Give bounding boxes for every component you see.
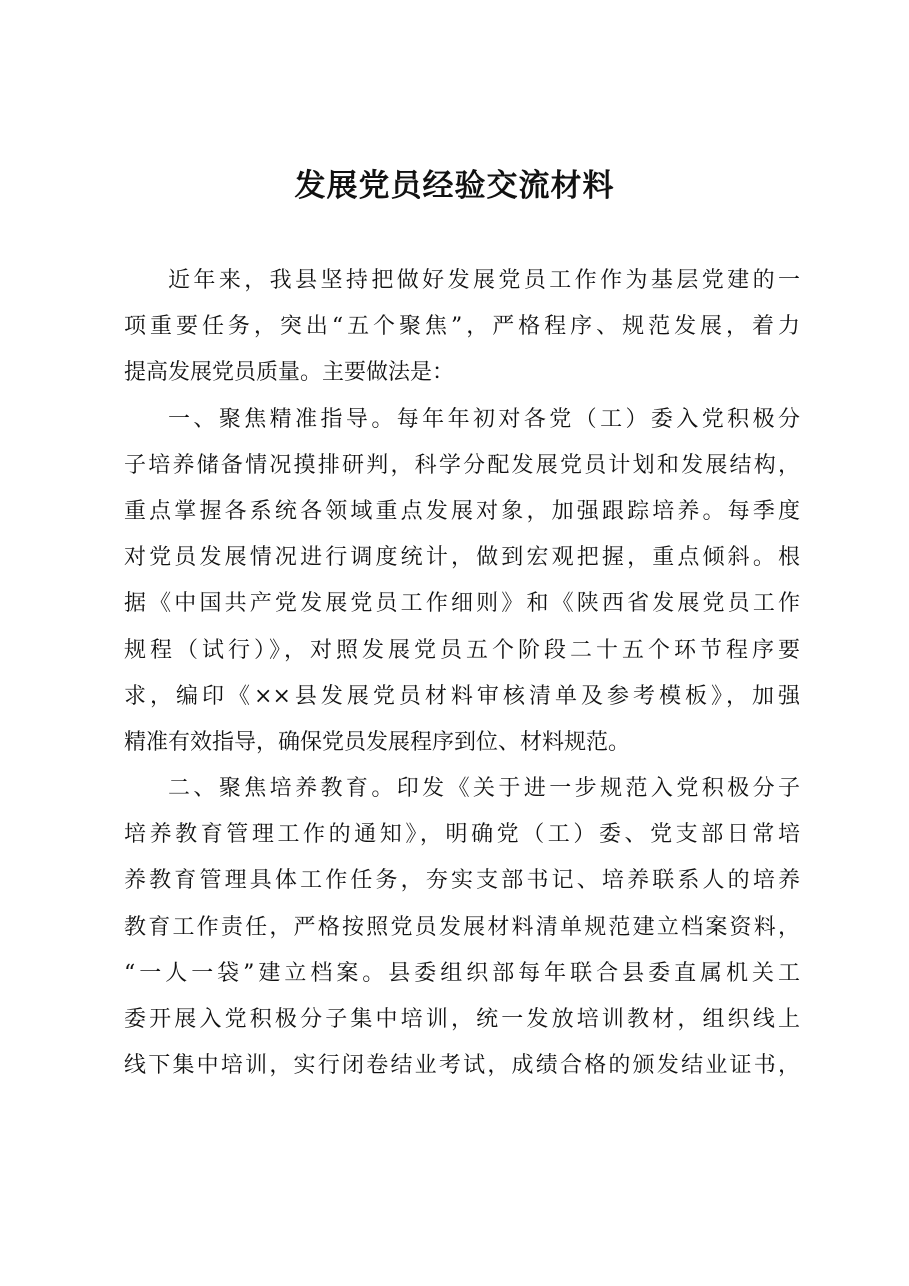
text-line: 对党员发展情况进行调度统计，做到宏观把握，重点倾斜。根	[124, 545, 800, 571]
document-title: 发展党员经验交流材料	[294, 168, 615, 204]
text-line: 项重要任务，突出“五个聚焦”，严格程序、规范发展，着力	[124, 314, 800, 340]
text-line: 培养教育管理工作的通知》，明确党（工）委、党支部日常培	[124, 822, 800, 848]
text-line: 据《中国共产党发展党员工作细则》和《陕西省发展党员工作	[124, 591, 800, 617]
text-line: 委开展入党积极分子集中培训，统一发放培训教材，组织线上	[124, 1007, 800, 1032]
text-line: 精准有效指导，确保党员发展程序到位、材料规范。	[124, 729, 631, 755]
text-line: 近年来，我县坚持把做好发展党员工作作为基层党建的一	[168, 268, 800, 293]
text-line: 求，编印《××县发展党员材料审核清单及参考模板》，加强	[124, 683, 800, 709]
text-line: 教育工作责任，严格按照党员发展材料清单规范建立档案资料，	[124, 914, 800, 940]
text-line: 重点掌握各系统各领域重点发展对象，加强跟踪培养。每季度	[124, 498, 800, 524]
text-line: “一人一袋”建立档案。县委组织部每年联合县委直属机关工	[124, 960, 800, 986]
text-line: 线下集中培训，实行闭卷结业考试，成绩合格的颁发结业证书，	[124, 1053, 800, 1079]
text-line: 养教育管理具体工作任务，夯实支部书记、培养联系人的培养	[124, 868, 800, 894]
text-line: 二、聚焦培养教育。印发《关于进一步规范入党积极分子	[168, 776, 800, 802]
document-body	[124, 258, 800, 1089]
text-line: 子培养储备情况摸排研判，科学分配发展党员计划和发展结构，	[124, 452, 800, 478]
text-line: 提高发展党员质量。主要做法是：	[124, 360, 455, 386]
text-line: 规程（试行）》，对照发展党员五个阶段二十五个环节程序要	[124, 637, 800, 663]
text-line: 一、聚焦精准指导。每年年初对各党（工）委入党积极分	[168, 406, 800, 432]
